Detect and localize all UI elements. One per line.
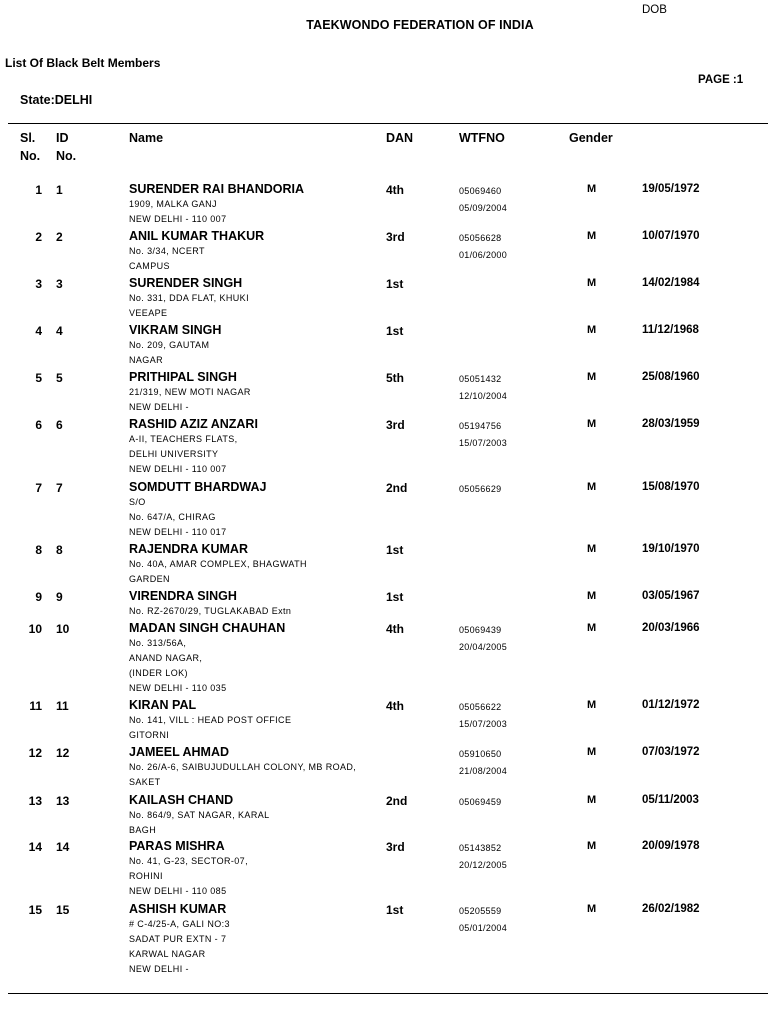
list-title: List Of Black Belt Members: [5, 56, 161, 70]
member-address-line: NEW DELHI - 110 007: [129, 464, 227, 474]
member-sl-no: 10: [28, 622, 42, 636]
page-title: TAEKWONDO FEDERATION OF INDIA: [306, 18, 534, 32]
member-address-line: 1909, MALKA GANJ: [129, 199, 217, 209]
member-gender: M: [587, 699, 597, 711]
member-dan: 2nd: [386, 794, 408, 808]
member-sl-no: 14: [28, 840, 42, 854]
member-id-no: 4: [56, 324, 63, 338]
member-address-line: DELHI UNIVERSITY: [129, 449, 219, 459]
member-sl-no: 1: [35, 183, 42, 197]
member-gender: M: [587, 371, 597, 383]
member-id-no: 13: [56, 794, 70, 808]
member-address-line: No. 209, GAUTAM: [129, 340, 210, 350]
column-header-dob: DOB: [642, 4, 667, 16]
member-address-line: NEW DELHI - 110 085: [129, 886, 227, 896]
member-dan: 4th: [386, 183, 404, 197]
member-id-no: 8: [56, 543, 63, 557]
member-dob: 11/12/1968: [642, 324, 699, 336]
member-address-line: ANAND NAGAR,: [129, 653, 203, 663]
member-address-line: No. 313/56A,: [129, 638, 187, 648]
member-id-no: 10: [56, 622, 70, 636]
member-name: ANIL KUMAR THAKUR: [129, 229, 265, 243]
member-wtfno-line: 05056622: [459, 702, 502, 712]
member-dan: 3rd: [386, 840, 405, 854]
member-name: KIRAN PAL: [129, 698, 197, 712]
member-address-line: CAMPUS: [129, 261, 170, 271]
member-id-no: 5: [56, 371, 63, 385]
member-wtfno-line: 01/06/2000: [459, 249, 508, 260]
member-dob: 15/08/1970: [642, 481, 700, 493]
member-gender: M: [587, 230, 597, 242]
member-name: MADAN SINGH CHAUHAN: [129, 621, 286, 635]
column-header-id: [56, 129, 76, 165]
member-wtfno-line: 05910650: [459, 749, 502, 759]
member-dan: 1st: [386, 903, 404, 917]
member-address: [129, 854, 248, 899]
member-sl-no: 7: [35, 481, 42, 495]
member-sl-no: 8: [35, 543, 42, 557]
member-wtfno-line: 05069459: [459, 797, 502, 807]
member-name: PRITHIPAL SINGH: [129, 370, 237, 384]
member-sl-no: 13: [28, 794, 42, 808]
member-sl-no: 2: [35, 230, 42, 244]
member-name: RAJENDRA KUMAR: [129, 542, 248, 556]
member-wtfno: [459, 840, 507, 873]
member-dob: 20/09/1978: [642, 840, 700, 852]
member-address-line: No. 40A, AMAR COMPLEX, BHAGWATH: [129, 559, 307, 569]
member-dan: 1st: [386, 324, 404, 338]
member-gender: M: [587, 622, 597, 634]
column-header-sl-line1: Sl.: [20, 131, 36, 145]
member-id-no: 11: [56, 699, 69, 713]
column-header-gender: Gender: [569, 131, 613, 145]
member-address-line: SAKET: [129, 777, 161, 787]
member-address-line: GARDEN: [129, 574, 170, 584]
member-address-line: # C-4/25-A, GALI NO:3: [129, 919, 230, 929]
member-dan: 1st: [386, 543, 404, 557]
member-dan: 4th: [386, 699, 404, 713]
member-name: VIRENDRA SINGH: [129, 589, 237, 603]
member-gender: M: [587, 903, 597, 915]
member-wtfno-line: 20/04/2005: [459, 641, 508, 652]
member-dob: 20/03/1966: [642, 622, 700, 634]
member-id-no: 2: [56, 230, 63, 244]
member-wtfno-line: 05056628: [459, 233, 502, 243]
member-sl-no: 9: [35, 590, 42, 604]
member-address-line: BAGH: [129, 825, 157, 835]
member-sl-no: 3: [35, 277, 42, 291]
member-address-line: GITORNI: [129, 730, 170, 740]
footer-divider: [8, 993, 768, 994]
member-wtfno: [459, 746, 507, 779]
member-name: JAMEEL AHMAD: [129, 745, 230, 759]
member-wtfno: [459, 903, 507, 936]
member-address-line: S/O: [129, 497, 146, 507]
member-gender: M: [587, 324, 597, 336]
member-address-line: A-II, TEACHERS FLATS,: [129, 434, 238, 444]
member-wtfno-line: 05143852: [459, 843, 502, 853]
member-wtfno: [459, 481, 501, 498]
member-address-line: NEW DELHI - 110 007: [129, 214, 227, 224]
member-address-line: ROHINI: [129, 871, 163, 881]
member-address: [129, 760, 356, 790]
member-dob: 07/03/1972: [642, 746, 700, 758]
member-dob: 05/11/2003: [642, 794, 699, 806]
member-gender: M: [587, 794, 597, 806]
member-wtfno-line: 05069439: [459, 625, 502, 635]
member-address-line: No. 41, G-23, SECTOR-07,: [129, 856, 248, 866]
member-address-line: No. RZ-2670/29, TUGLAKABAD Extn: [129, 606, 292, 616]
member-address-line: No. 331, DDA FLAT, KHUKI: [129, 293, 249, 303]
state-label: State:DELHI: [20, 93, 93, 107]
member-wtfno-line: 15/07/2003: [459, 718, 508, 729]
page-number: PAGE :1: [698, 74, 744, 86]
member-gender: M: [587, 746, 597, 758]
member-address: [129, 385, 251, 415]
member-sl-no: 15: [28, 903, 42, 917]
member-dob: 28/03/1959: [642, 418, 700, 430]
member-address-line: No. 864/9, SAT NAGAR, KARAL: [129, 810, 270, 820]
column-header-id-line2: No.: [56, 149, 77, 163]
member-id-no: 3: [56, 277, 63, 291]
member-gender: M: [587, 277, 597, 289]
member-dan: 2nd: [386, 481, 408, 495]
member-dob: 25/08/1960: [642, 371, 700, 383]
header-divider: [8, 123, 768, 124]
member-gender: M: [587, 481, 597, 493]
member-address: [129, 197, 226, 227]
member-address-line: No. 26/A-6, SAIBUJUDULLAH COLONY, MB ROAD,: [129, 762, 357, 772]
member-address-line: (INDER LOK): [129, 668, 188, 678]
member-address: [129, 338, 209, 368]
member-id-no: 1: [56, 183, 63, 197]
member-address: [129, 495, 226, 540]
member-address: [129, 432, 238, 477]
member-wtfno-line: 15/07/2003: [459, 437, 508, 448]
member-address-line: No. 3/34, NCERT: [129, 246, 205, 256]
column-header-id-line1: ID: [56, 131, 69, 145]
member-name: ASHISH KUMAR: [129, 902, 227, 916]
member-wtfno-line: 05/09/2004: [459, 202, 508, 213]
member-wtfno-line: 05205559: [459, 906, 502, 916]
member-wtfno: [459, 418, 507, 451]
member-name: RASHID AZIZ ANZARI: [129, 417, 258, 431]
member-wtfno: [459, 183, 507, 216]
member-wtfno-line: 05056629: [459, 484, 502, 494]
column-header-sl-line2: No.: [20, 149, 41, 163]
member-dan: 1st: [386, 277, 404, 291]
member-dob: 19/10/1970: [642, 543, 700, 555]
member-id-no: 6: [56, 418, 63, 432]
member-address: [129, 917, 230, 977]
member-gender: M: [587, 840, 597, 852]
member-gender: M: [587, 543, 597, 555]
member-name: PARAS MISHRA: [129, 839, 225, 853]
member-wtfno: [459, 622, 507, 655]
member-dan: 1st: [386, 590, 404, 604]
member-address-line: NEW DELHI -: [129, 964, 189, 974]
member-address: [129, 557, 307, 587]
member-dob: 26/02/1982: [642, 903, 700, 915]
member-address-line: No. 647/A, CHIRAG: [129, 512, 216, 522]
column-header-dan: DAN: [386, 131, 414, 145]
member-wtfno-line: 20/12/2005: [459, 859, 508, 870]
column-header-sl: [20, 129, 40, 165]
member-dan: 5th: [386, 371, 404, 385]
member-address-line: NEW DELHI - 110 035: [129, 683, 227, 693]
member-wtfno-line: 05069460: [459, 186, 502, 196]
member-address-line: NEW DELHI - 110 017: [129, 527, 227, 537]
member-id-no: 7: [56, 481, 63, 495]
member-wtfno: [459, 794, 501, 811]
member-dob: 10/07/1970: [642, 230, 700, 242]
member-dob: 19/05/1972: [642, 183, 700, 195]
member-address: [129, 808, 270, 838]
member-dob: 01/12/1972: [642, 699, 700, 711]
member-address-line: VEEAPE: [129, 308, 168, 318]
member-wtfno-line: 21/08/2004: [459, 765, 508, 776]
member-id-no: 9: [56, 590, 63, 604]
member-wtfno-line: 05/01/2004: [459, 922, 508, 933]
member-address: [129, 291, 249, 321]
column-header-wtfno: WTFNO: [459, 131, 505, 145]
member-address-line: No. 141, VILL : HEAD POST OFFICE: [129, 715, 292, 725]
member-sl-no: 12: [28, 746, 42, 760]
member-dob: 03/05/1967: [642, 590, 700, 602]
column-header-name: Name: [129, 131, 164, 145]
member-gender: M: [587, 418, 597, 430]
member-sl-no: 4: [35, 324, 42, 338]
member-address-line: 21/319, NEW MOTI NAGAR: [129, 387, 251, 397]
member-address: [129, 713, 291, 743]
member-dan: 3rd: [386, 230, 405, 244]
member-dan: 4th: [386, 622, 404, 636]
member-name: SURENDER RAI BHANDORIA: [129, 182, 305, 196]
member-address-line: KARWAL NAGAR: [129, 949, 206, 959]
member-sl-no: 11: [29, 699, 42, 713]
member-wtfno: [459, 699, 507, 732]
member-address: [129, 244, 205, 274]
member-name: VIKRAM SINGH: [129, 323, 222, 337]
member-address-line: SADAT PUR EXTN - 7: [129, 934, 227, 944]
member-address-line: NEW DELHI -: [129, 402, 189, 412]
member-wtfno: [459, 371, 507, 404]
member-wtfno-line: 05051432: [459, 374, 502, 384]
member-dan: 3rd: [386, 418, 405, 432]
member-wtfno: [459, 230, 507, 263]
member-wtfno-line: 05194756: [459, 421, 502, 431]
member-dob: 14/02/1984: [642, 277, 700, 289]
member-gender: M: [587, 590, 597, 602]
member-name: SURENDER SINGH: [129, 276, 243, 290]
member-name: KAILASH CHAND: [129, 793, 234, 807]
member-id-no: 14: [56, 840, 70, 854]
member-id-no: 12: [56, 746, 70, 760]
member-sl-no: 5: [35, 371, 42, 385]
member-address-line: NAGAR: [129, 355, 164, 365]
member-gender: M: [587, 183, 597, 195]
member-address: [129, 604, 291, 619]
member-id-no: 15: [56, 903, 70, 917]
member-wtfno-line: 12/10/2004: [459, 390, 508, 401]
member-address: [129, 636, 226, 696]
member-sl-no: 6: [35, 418, 42, 432]
member-name: SOMDUTT BHARDWAJ: [129, 480, 267, 494]
